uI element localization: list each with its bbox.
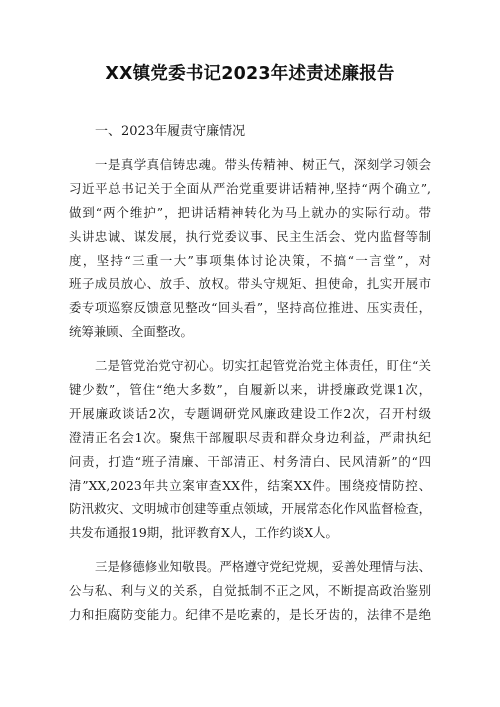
paragraph-line: 清”XX,2023年共立案审查XX件，结案XX件。围绕疫情防控、 [69, 477, 431, 493]
paragraph-line: 做到“两个维护”，把讲话精神转化为马上就办的实际行动。带 [69, 204, 431, 220]
paragraph-line: 二是管党治党守初心。切实扛起管党治党主体责任，盯住“关 [95, 358, 431, 374]
paragraph-line: 统筹兼顾、全面整改。 [69, 324, 193, 340]
paragraph-line: 一是真学真信铸忠魂。带头传精神、树正气，深刻学习领会 [95, 157, 431, 172]
paragraph-line: 公与私、利与义的关系，自觉抵制不正之风，不断提高政治鉴别 [69, 583, 431, 599]
paragraph-line: 开展廉政谈话2次，专题调研党风廉政建设工作2次，召开村级 [69, 405, 431, 421]
paragraph-line: 习近平总书记关于全面从严治党重要讲话精神,坚持“两个确立”, [69, 180, 431, 196]
paragraph-1 [69, 153, 431, 344]
paragraph-line: 度，坚持“三重一大”事项集体讨论决策，不搞“一言堂”，对 [69, 252, 431, 268]
paragraph-line: 问责，打造“班子清廉、干部清正、村务清白、民风清新”的“四 [69, 453, 431, 469]
paragraph-line: 共发布通报19期，批评教育X人，工作约谈X人。 [69, 525, 338, 541]
paragraph-line: 力和拒腐防变能力。纪律不是吃素的，是长牙齿的，法律不是绝 [69, 607, 431, 623]
document-title: XX镇党委书记2023年述责述廉报告 [105, 64, 395, 84]
paragraph-line: 三是修德修业知敬畏。严格遵守党纪党规，妥善处理情与法、 [95, 559, 431, 575]
paragraph-2 [69, 354, 431, 545]
paragraph-line: 防汛救灾、文明城市创建等重点领域，开展常态化作风监督检查， [69, 501, 431, 517]
section-heading-1: 一、2023年履责守廉情况 [95, 124, 246, 139]
paragraph-line: 键少数”，管住“绝大多数”，自履新以来，讲授廉政党课1次， [69, 382, 431, 398]
paragraph-3 [69, 555, 431, 627]
paragraph-line: 头讲忠诚、谋发展，执行党委议事、民主生活会、党内监督等制 [69, 228, 431, 244]
paragraph-line: 澄清正名会1次。聚焦干部履职尽责和群众身边利益，严肃执纪 [69, 429, 431, 445]
paragraph-line: 委专项巡察反馈意见整改“回头看”，坚持高位推进、压实责任， [69, 300, 431, 316]
paragraph-line: 班子成员放心、放手、放权。带头守规矩、担使命，扎实开展市 [69, 276, 431, 292]
document-body [69, 120, 431, 637]
